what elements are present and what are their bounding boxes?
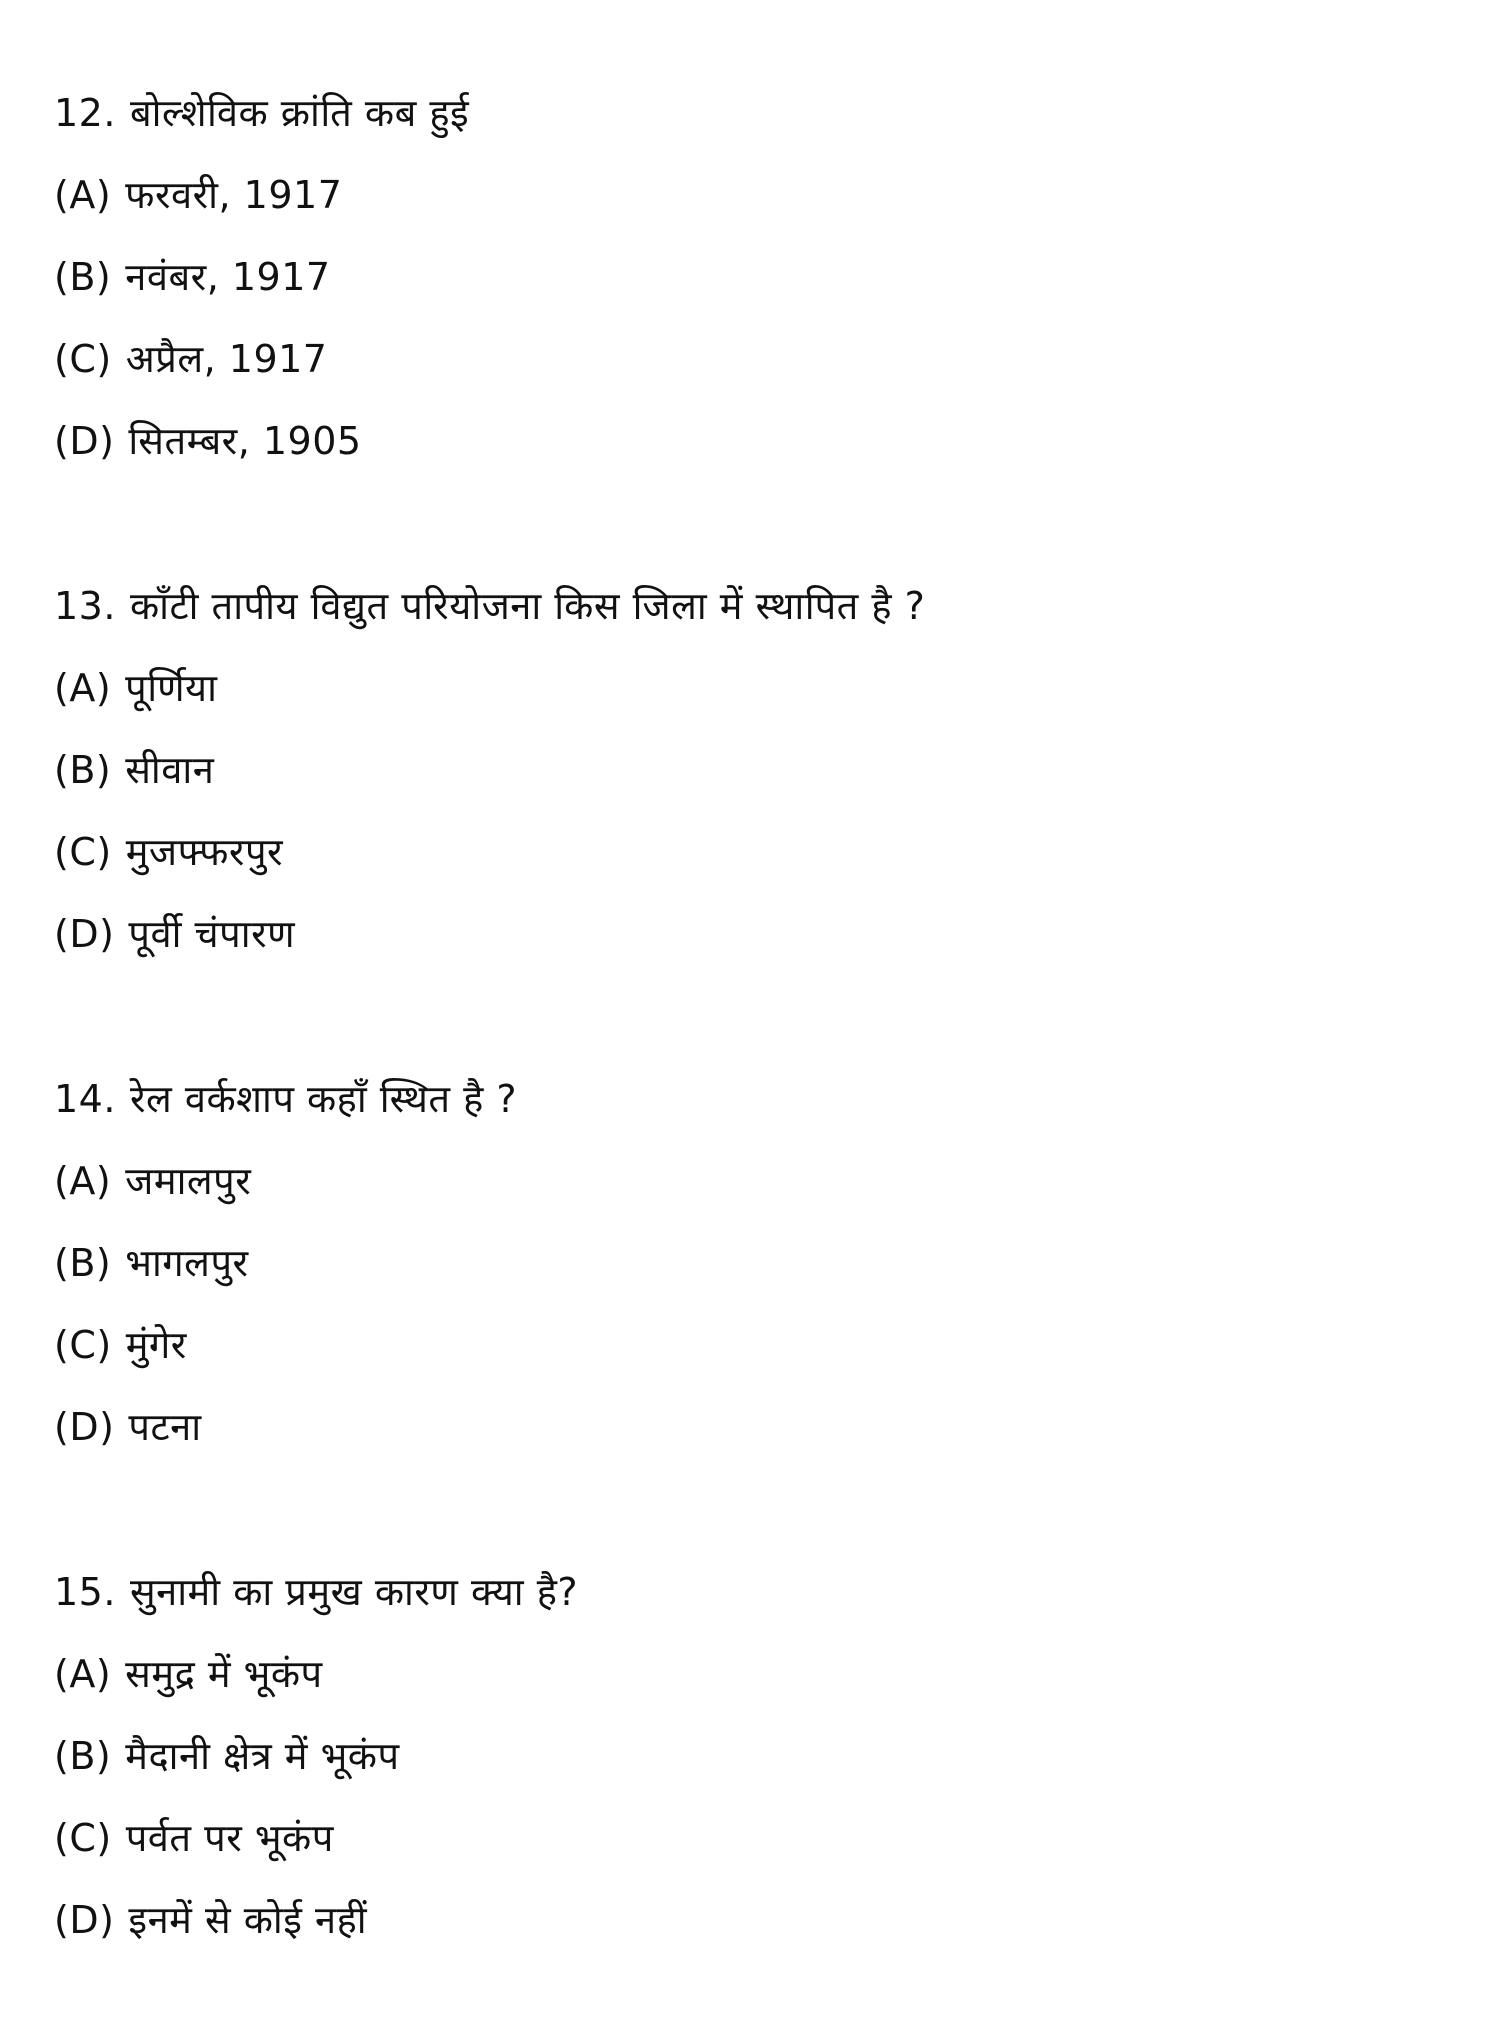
option-a [54,154,1454,236]
option-c [54,318,1454,400]
question-14 [54,1058,1454,1468]
option-text: पूर्णिया [125,666,218,710]
option-text: सितम्बर, 1905 [128,419,362,463]
option-text: पटना [128,1405,202,1449]
question-15 [54,1551,1454,1961]
option-label: (D) [54,419,115,463]
option-text: अप्रैल, 1917 [125,337,328,381]
option-text: फरवरी, 1917 [125,173,343,217]
option-d [54,1386,1454,1468]
option-label: (A) [54,666,112,710]
question-line [54,1551,1454,1633]
option-d [54,1879,1454,1961]
option-label: (B) [54,1734,112,1778]
question-number: 13. [54,584,116,628]
option-label: (A) [54,1159,112,1203]
option-label: (C) [54,1323,112,1367]
option-text: जमालपुर [125,1159,252,1203]
option-b [54,729,1454,811]
question-text: रेल वर्कशाप कहाँ स्थित है ? [129,1077,518,1121]
option-text: सीवान [125,748,215,792]
option-label: (B) [54,748,112,792]
option-label: (B) [54,255,112,299]
option-text: पूर्वी चंपारण [128,912,296,956]
option-b [54,236,1454,318]
option-text: नवंबर, 1917 [125,255,331,299]
option-a [54,1140,1454,1222]
option-label: (C) [54,1816,112,1860]
question-number: 14. [54,1077,116,1121]
option-text: मुंगेर [125,1323,187,1367]
option-c [54,811,1454,893]
question-line [54,565,1454,647]
option-b [54,1222,1454,1304]
question-line [54,1058,1454,1140]
option-a [54,1633,1454,1715]
question-12 [54,72,1454,482]
question-text: काँटी तापीय विद्युत परियोजना किस जिला में स्थापित है ? [129,584,926,628]
option-b [54,1715,1454,1797]
option-label: (A) [54,1652,112,1696]
question-13 [54,565,1454,975]
question-text: सुनामी का प्रमुख कारण क्या है? [129,1570,579,1614]
question-number: 12. [54,91,116,135]
option-d [54,400,1454,482]
option-c [54,1797,1454,1879]
option-label: (C) [54,830,112,874]
option-label: (B) [54,1241,112,1285]
option-a [54,647,1454,729]
option-label: (D) [54,1405,115,1449]
question-number: 15. [54,1570,116,1614]
option-label: (D) [54,1898,115,1942]
question-text: बोल्शेविक क्रांति कब हुई [129,91,470,135]
option-d [54,893,1454,975]
option-text: भागलपुर [125,1241,249,1285]
option-c [54,1304,1454,1386]
option-label: (A) [54,173,112,217]
question-line [54,72,1454,154]
option-text: मैदानी क्षेत्र में भूकंप [125,1734,400,1778]
option-text: इनमें से कोई नहीं [128,1898,368,1942]
option-text: पर्वत पर भूकंप [125,1816,334,1860]
option-label: (C) [54,337,112,381]
option-text: समुद्र में भूकंप [125,1652,323,1696]
option-text: मुजफ्फरपुर [125,830,284,874]
option-label: (D) [54,912,115,956]
